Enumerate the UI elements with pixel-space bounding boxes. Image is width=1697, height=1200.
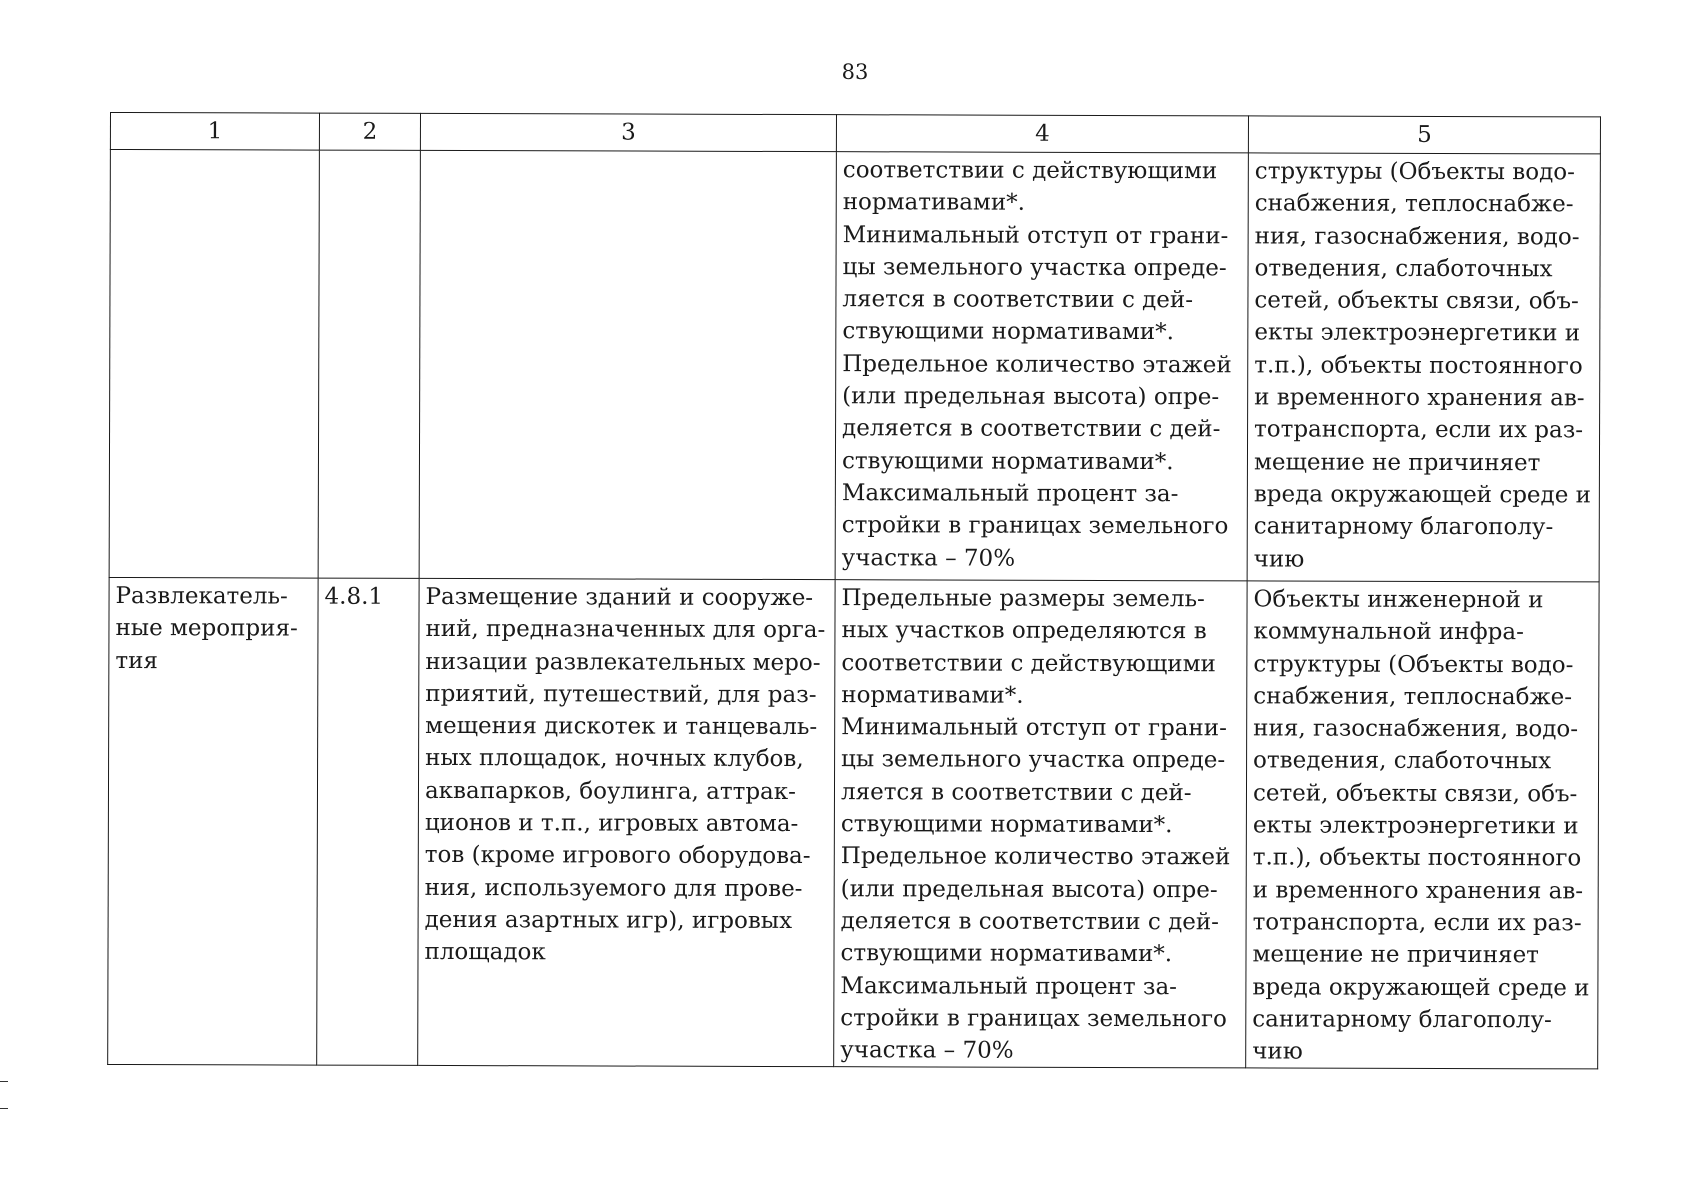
scan-edge-mark xyxy=(0,1108,8,1109)
cell-use-name: Развлекатель- ные мероприя- тия xyxy=(108,577,318,1065)
table-row xyxy=(109,150,1600,582)
scan-edge-mark xyxy=(0,1081,8,1082)
header-col-2: 2 xyxy=(319,113,420,150)
land-use-table xyxy=(107,112,1601,1070)
header-col-1: 1 xyxy=(110,113,319,151)
header-col-5: 5 xyxy=(1248,116,1600,154)
cell-use-code: 4.8.1 xyxy=(317,578,419,1066)
cell-parameters: Предельные размеры земель- ных участков определяются в соответствии с действующими нормативами*. Минимальный отступ от грани- цы земельного участка опреде- ляется в соответствии с дей- ствующими нормативами*. Предельное количество этажей (или предельная высота) опре- деляется в соответствии с дей- ствующими нормативами*. Максимальный процент за- стройки в границах земельного участка – 70% xyxy=(834,580,1247,1069)
cell-use-description xyxy=(419,150,836,579)
cell-parameters: соответствии с действующими нормативами*. Минимальный отступ от грани- цы земельного участка опреде- ляется в соответствии с дей- ствующими нормативами*. Предельное количество этажей (или предельная высота) опре- деляется в соответствии с дей- ствующими нормативами*. Максимальный процент за- стройки в границах земельного участка – 70% xyxy=(835,152,1248,581)
cell-use-name xyxy=(109,150,319,579)
cell-use-description: Размещение зданий и сооруже- ний, предназначенных для орга- низации развлекательных меро- приятий, путешествий, для раз- мещения дискотек и танцеваль- ных площадок, ночных клубов, аквапарков, боулинга, аттрак- ционов и т.п., игровых автома- тов (кроме игрового оборудова- ния, используемого для прове- дения азартных игр), игровых площадок xyxy=(418,578,835,1067)
page-number: 83 xyxy=(841,60,869,84)
cell-auxiliary-uses: структуры (Объекты водо- снабжения, теплоснабже- ния, газоснабжения, водо- отведения, слаботочных сетей, объекты связи, объ- екты электроэнергетики и т.п.), объекты постоянного и временного хранения ав- тотранспорта, если их раз- мещение не причиняет вреда окружающей среде и санитарному благополу- чию xyxy=(1247,153,1600,582)
table-header-row xyxy=(110,113,1600,154)
cell-auxiliary-uses: Объекты инженерной и коммунальной инфра- структуры (Объекты водо- снабжения, теплоснабже- ния, газоснабжения, водо- отведения, слаботочных сетей, объекты связи, объ- екты электроэнергетики и т.п.), объекты постоянного и временного хранения ав- тотранспорта, если их раз- мещение не причиняет вреда окружающей среде и санитарному благополу- чию xyxy=(1246,581,1599,1069)
header-col-4: 4 xyxy=(836,115,1248,153)
header-col-3: 3 xyxy=(420,113,836,151)
cell-use-code xyxy=(318,150,420,578)
table-row xyxy=(108,577,1599,1069)
